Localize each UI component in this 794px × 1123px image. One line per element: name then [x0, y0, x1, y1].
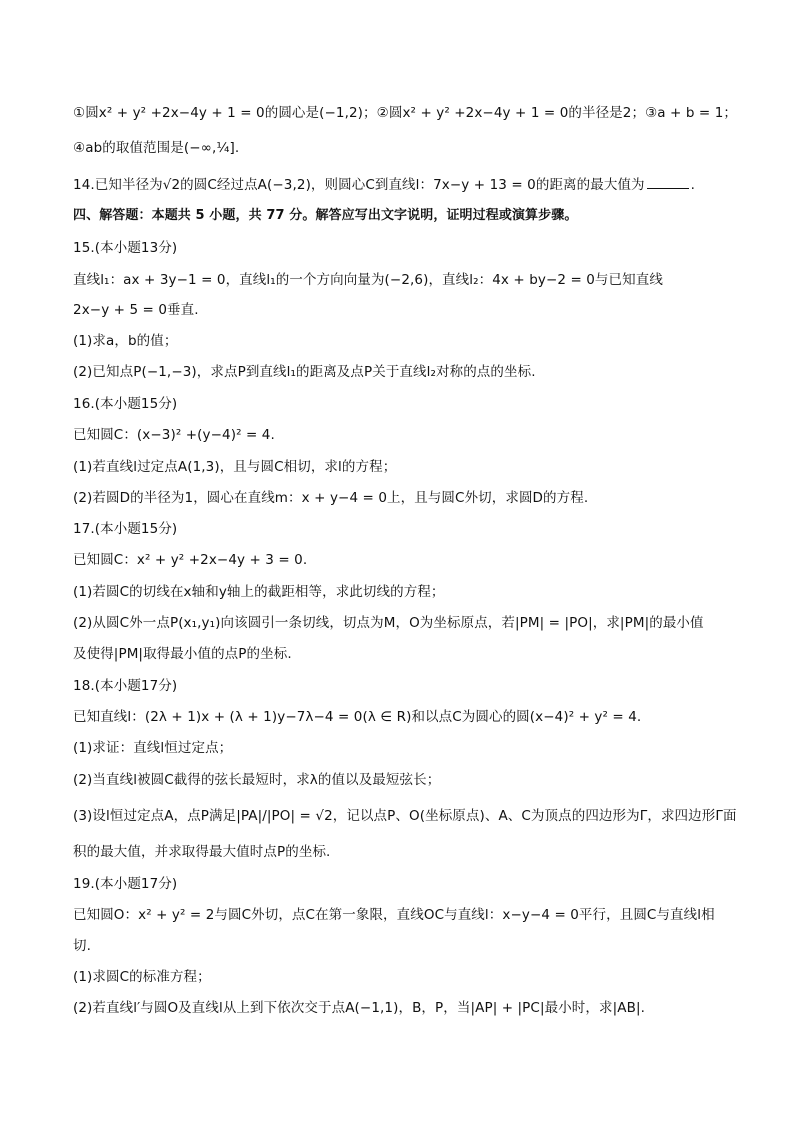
question-19-part-2: (2)若直线l′与圆O及直线l从上到下依次交于点A(−1,1)，B，P，当|AP| + |PC|最小时，求|AB|. [73, 1000, 645, 1016]
q13-options-line-2: ④ab的取值范围是(−∞,¼]. [73, 140, 240, 156]
question-15-heading: 15.(本小题13分) [73, 240, 178, 256]
question-17-part-1: (1)若圆C的切线在x轴和y轴上的截距相等，求此切线的方程； [73, 584, 445, 600]
question-17-heading: 17.(本小题15分) [73, 521, 178, 537]
question-18-heading: 18.(本小题17分) [73, 678, 178, 694]
question-15-part-1: (1)求a，b的值； [73, 333, 178, 349]
question-17-part-2-line-2: 及使得|PM|取得最小值的点P的坐标. [73, 646, 292, 662]
question-16-part-2: (2)若圆D的半径为1，圆心在直线m：x + y−4 = 0上，且与圆C外切，求圆D的方程. [73, 490, 589, 506]
question-19-stem-1: 已知圆O：x² + y² = 2与圆C外切，点C在第一象限，直线OC与直线l：x−y−4 = 0平行，且圆C与直线l相 [73, 907, 715, 923]
question-15-stem-2: 2x−y + 5 = 0垂直. [73, 302, 199, 318]
question-19-stem-2: 切. [73, 938, 91, 954]
question-16-part-1: (1)若直线l过定点A(1,3)，且与圆C相切，求l的方程； [73, 459, 397, 475]
question-16-heading: 16.(本小题15分) [73, 396, 178, 412]
question-17-part-2-line-1: (2)从圆C外一点P(x₁,y₁)向该圆引一条切线，切点为M，O为坐标原点，若|PM| = |PO|，求|PM|的最小值 [73, 615, 704, 631]
question-18-part-2: (2)当直线l被圆C截得的弦长最短时，求λ的值以及最短弦长； [73, 772, 441, 788]
answer-blank [647, 174, 689, 189]
question-19-heading: 19.(本小题17分) [73, 876, 178, 892]
question-14-tail: . [690, 177, 696, 193]
question-17-stem: 已知圆C：x² + y² +2x−4y + 3 = 0. [73, 552, 308, 568]
question-19-part-1: (1)求圆C的标准方程； [73, 969, 211, 985]
question-15-part-2: (2)已知点P(−1,−3)，求点P到直线l₁的距离及点P关于直线l₂对称的点的坐标. [73, 364, 536, 380]
question-16-stem: 已知圆C：(x−3)² +(y−4)² = 4. [73, 427, 275, 443]
question-14-text: 14.已知半径为√2的圆C经过点A(−3,2)，则圆心C到直线l：7x−y + 13 = 0的距离的最大值为 [73, 177, 645, 193]
q13-options-line-1: ①圆x² + y² +2x−4y + 1 = 0的圆心是(−1,2)；②圆x² + y² +2x−4y + 1 = 0的半径是2；③a + b = 1； [73, 105, 737, 121]
question-18-part-1: (1)求证：直线l恒过定点； [73, 740, 233, 756]
section-heading: 四、解答题：本题共 5 小题，共 77 分。解答应写出文字说明，证明过程或演算步骤。 [73, 208, 578, 223]
question-15-stem-1: 直线l₁：ax + 3y−1 = 0，直线l₁的一个方向向量为(−2,6)，直线l₂：4x + by−2 = 0与已知直线 [73, 272, 663, 288]
question-18-part-3-line-1: (3)设l恒过定点A，点P满足|PA|/|PO| = √2，记以点P、O(坐标原点)、A、C为顶点的四边形为Γ，求四边形Γ面 [73, 808, 737, 824]
question-18-part-3-line-2: 积的最大值，并求取得最大值时点P的坐标. [73, 844, 331, 860]
question-14 [73, 174, 724, 195]
question-18-stem: 已知直线l：(2λ + 1)x + (λ + 1)y−7λ−4 = 0(λ ∈ R)和以点C为圆心的圆(x−4)² + y² = 4. [73, 709, 642, 725]
